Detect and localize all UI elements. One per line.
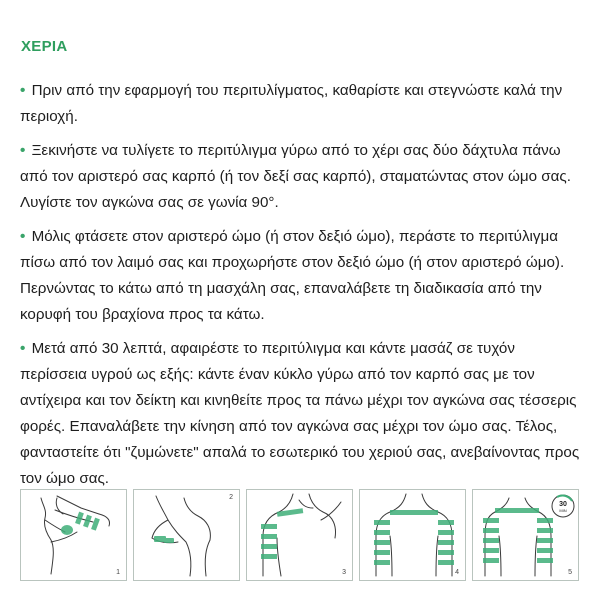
shoulder-wrap-illustration [247,490,352,580]
illustration-strip [20,489,578,581]
illustration-panel-1 [20,489,127,581]
timer-icon [552,495,574,517]
instruction-step [20,138,580,216]
panel-number: 5 [568,569,572,576]
bullet-icon: • [20,228,26,245]
panel-number: 3 [342,569,346,576]
step-text: Πριν από την εφαρμογή του περιτυλίγματος, καθαρίστε και στεγνώστε καλά την περιοχή. [20,82,563,125]
timer-value: 30 [559,501,567,508]
illustration-panel-4 [359,489,466,581]
bullet-icon: • [20,142,26,159]
bent-elbow-illustration [134,490,239,580]
wrapped-timer-illustration [473,490,578,580]
bullet-icon: • [20,82,26,99]
step-text: Ξεκινήστε να τυλίγετε το περιτύλιγμα γύρω από το χέρι σας δύο δάχτυλα πάνω από τον αριστερό σας καρπό (ή τον δεξί σας καρπό), σταματώντας στον ώμο σας. Λυγίστε τον αγκώνα σας σε γωνία 90°. [20,142,571,211]
instructions-list [20,78,580,500]
illustration-panel-5 [472,489,579,581]
instruction-step [20,78,580,130]
instruction-step [20,336,580,492]
step-text: Μόλις φτάσετε στον αριστερό ώμο (ή στον δεξιό ώμο), περάστε το περιτύλιγμα πίσω από τον λαιμό σας και προχωρήστε στον δεξιό ώμο (ή στον αριστερό ώμο). Περνώντας το κάτω από τη μασχάλη σας, επαναλάβετε τη διαδικασία από την κορυφή του βραχίονα προς τα κάτω. [20,228,565,323]
both-shoulders-illustration [360,490,465,580]
step-text: Μετά από 30 λεπτά, αφαιρέστε το περιτύλιγμα και κάντε μασάζ σε τυχόν περίσσεια υγρού ως εξής: κάντε έναν κύκλο γύρω από τον καρπό σας με τον αντίχειρα και τον δείκτη και κινηθείτε προς τα πάνω μέχρι τον αγκώνα σας τέσσερις φορές. Επαναλάβετε την κίνηση από τον αγκώνα σας μέχρι τον ώμο σας. Τέλος, φανταστείτε ότι "ζυμώνετε" απαλά το εσωτερικό του χεριού σας, ανεβαίνοντας προς τον ώμο σας. [20,340,580,487]
instruction-step [20,224,580,328]
panel-number: 4 [455,569,459,576]
section-title: ΧΕΡΙΑ [21,38,68,55]
bullet-icon: • [20,340,26,357]
wrap-forearm-illustration [21,490,126,580]
panel-number: 2 [229,494,233,501]
timer-unit: MIN [559,508,567,513]
illustration-panel-3 [246,489,353,581]
illustration-panel-2 [133,489,240,581]
panel-number: 1 [116,569,120,576]
